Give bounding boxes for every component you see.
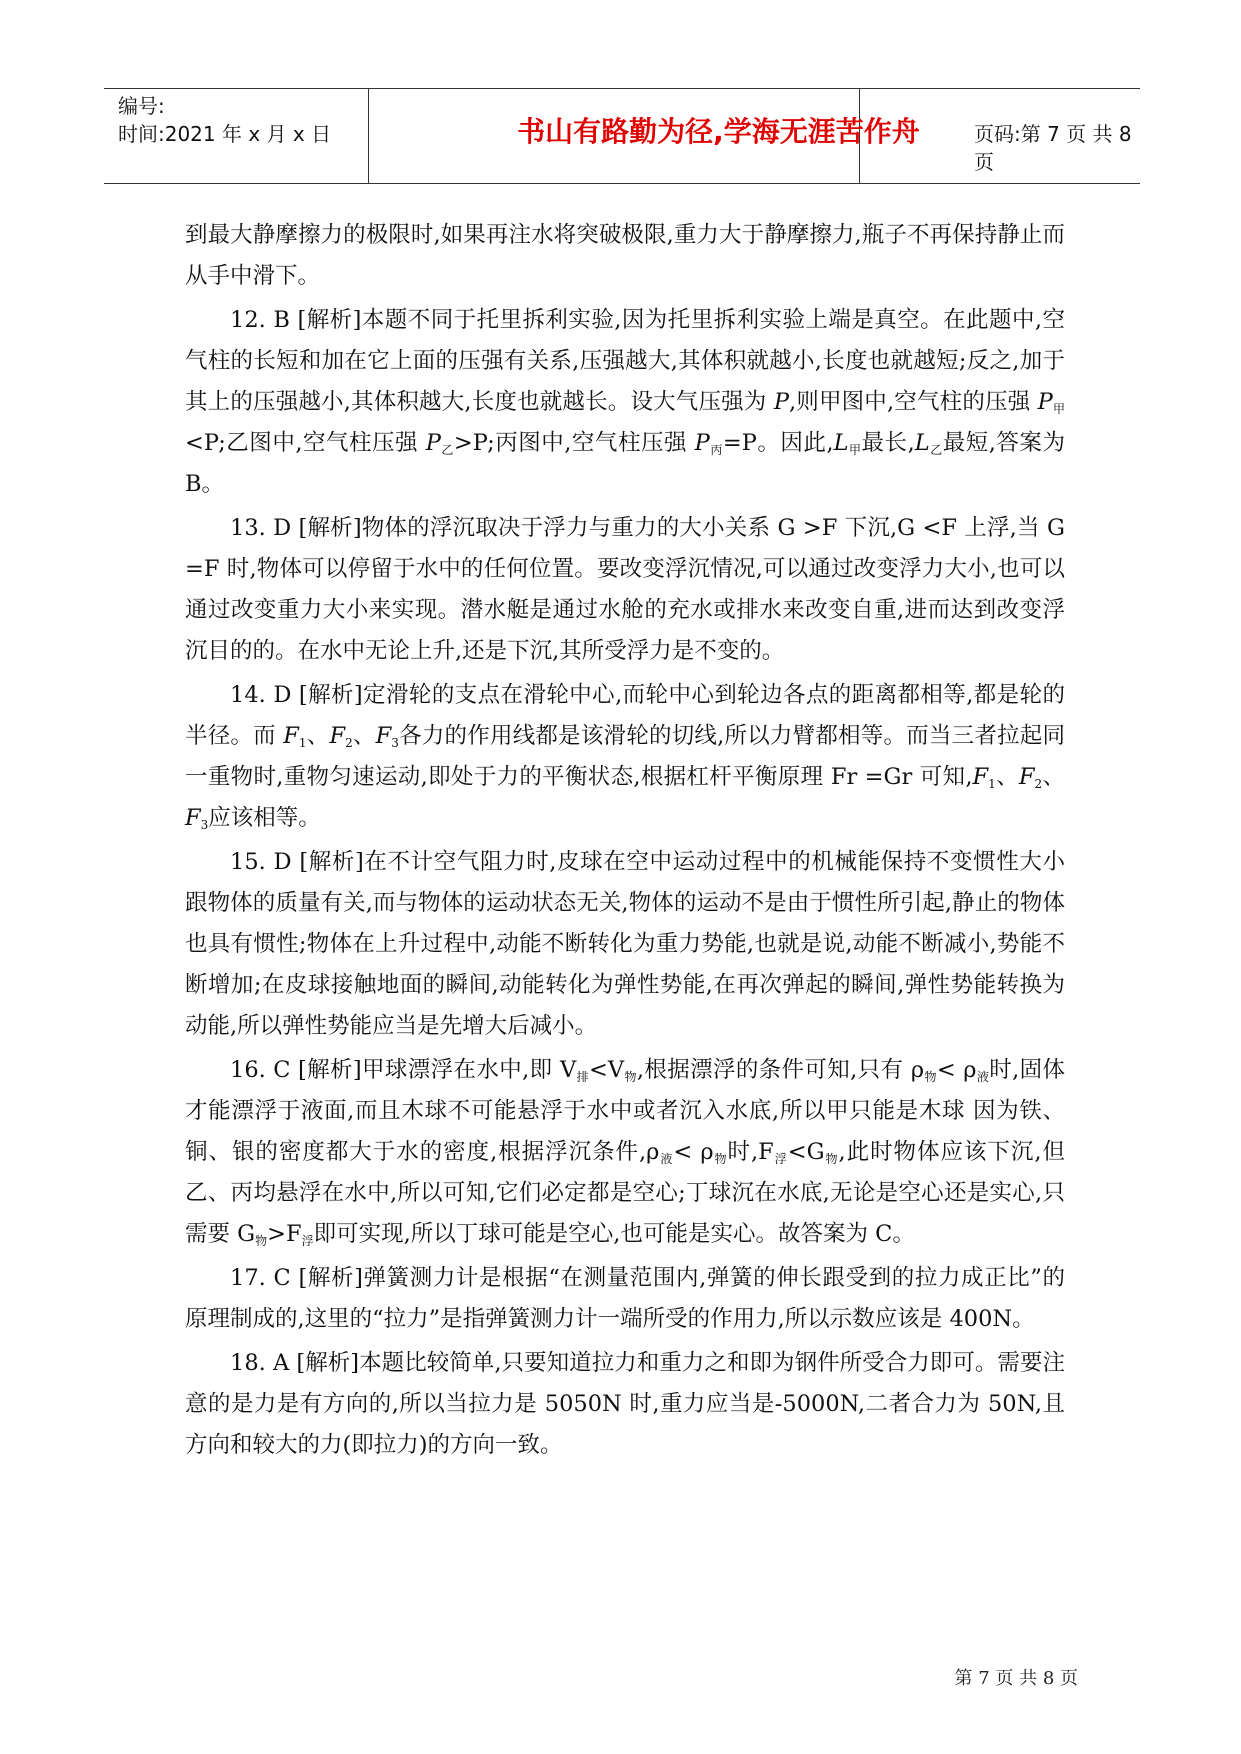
paragraph-continuation: 到最大静摩擦力的极限时,如果再注水将突破极限,重力大于静摩擦力,瓶子不再保持静止而从手中滑下。: [185, 222, 1065, 289]
paragraph-answer-18: 18. A [解析]本题比较简单,只要知道拉力和重力之和即为钢件所受合力即可。需要注意的是力是有方向的,所以当拉力是 5050N 时,重力应当是-5000N,二者合力为 50N,且方向和较大的力(即拉力)的方向一致。: [185, 1350, 1065, 1458]
header-top-rule: [104, 88, 1140, 89]
paragraph-answer-17: 17. C [解析]弹簧测力计是根据“在测量范围内,弹簧的伸长跟受到的拉力成正比”的原理制成的,这里的“拉力”是指弹簧测力计一端所受的作用力,所以示数应该是 400N。: [185, 1265, 1065, 1332]
header-motto: 书山有路勤为径,学海无涯苦作舟: [517, 115, 920, 148]
paragraph-answer-13: 13. D [解析]物体的浮沉取决于浮力与重力的大小关系 G >F 下沉,G <F 上浮,当 G =F 时,物体可以停留于水中的任何位置。要改变浮沉情况,可以通过改变浮力大小,也可以通过改变重力大小来实现。潜水艇是通过水舱的充水或排水来改变自重,进而达到改变浮沉目的的。在水中无论上升,还是下沉,其所受浮力是不变的。: [185, 515, 1065, 664]
paragraph-answer-12: 12. B [解析]本题不同于托里拆利实验,因为托里拆利实验上端是真空。在此题中,空气柱的长短和加在它上面的压强有关系,压强越大,其体积就越小,长度也就越短;反之,加于其上的压强越小,其体积越大,长度也就越长。设大气压强为 P,则甲图中,空气柱的压强 $P_甲<P$;乙图中,空气柱压强 $P_乙>P$;丙图中,空气柱压强 $P_丙=P$。因此$,L_甲$最长$,L_乙$最短,答案为 B。: [185, 307, 1065, 497]
document-body: [185, 215, 1065, 1469]
time-label: 时间:2021 年 x 月 x 日: [118, 122, 332, 146]
header-meta: [118, 92, 458, 148]
header-page-code: 页码:第 7 页 共 8 页: [974, 122, 1132, 174]
header-bottom-rule: [104, 183, 1140, 184]
page-header: [104, 88, 1140, 184]
paragraph-answer-16: 16. C [解析]甲球漂浮在水中,即 $V_排<V_物$,根据漂浮的条件可知,只有 $\rho_物< \rho_液$时,固体才能漂浮于液面,而且木球不可能悬浮于水中或者沉入水底,所以甲只能是木球 因为铁、铜、银的密度都大于水的密度,根据浮沉条件$,\rho_液< \rho_物$时$,F_浮<G_物$,此时物体应该下沉,但乙、丙均悬浮在水中,所以可知,它们必定都是空心;丁球沉在水底,无论是空心还是实心,只需要 $G_物>F_浮$即可实现,所以丁球可能是空心,也可能是实心。故答案为 C。: [185, 1057, 1065, 1248]
serial-label: 编号:: [118, 94, 165, 118]
page-footer: 第 7 页 共 8 页: [954, 1668, 1078, 1689]
paragraph-answer-14: 14. D [解析]定滑轮的支点在滑轮中心,而轮中心到轮边各点的距离都相等,都是轮的半径。而 $F_1$、$F_2$、$F_3$各力的作用线都是该滑轮的切线,所以力臂都相等。而当三者拉起同一重物时,重物匀速运动,即处于力的平衡状态,根据杠杆平衡原理 Fr =Gr 可知$,F_1$、$F_2$、$F_3$应该相等。: [185, 682, 1065, 832]
paragraph-answer-15: 15. D [解析]在不计空气阻力时,皮球在空中运动过程中的机械能保持不变惯性大小跟物体的质量有关,而与物体的运动状态无关,物体的运动不是由于惯性所引起,静止的物体也具有惯性;物体在上升过程中,动能不断转化为重力势能,也就是说,动能不断减小,势能不断增加;在皮球接触地面的瞬间,动能转化为弹性势能,在再次弹起的瞬间,弹性势能转换为动能,所以弹性势能应当是先增大后减小。: [185, 849, 1065, 1039]
